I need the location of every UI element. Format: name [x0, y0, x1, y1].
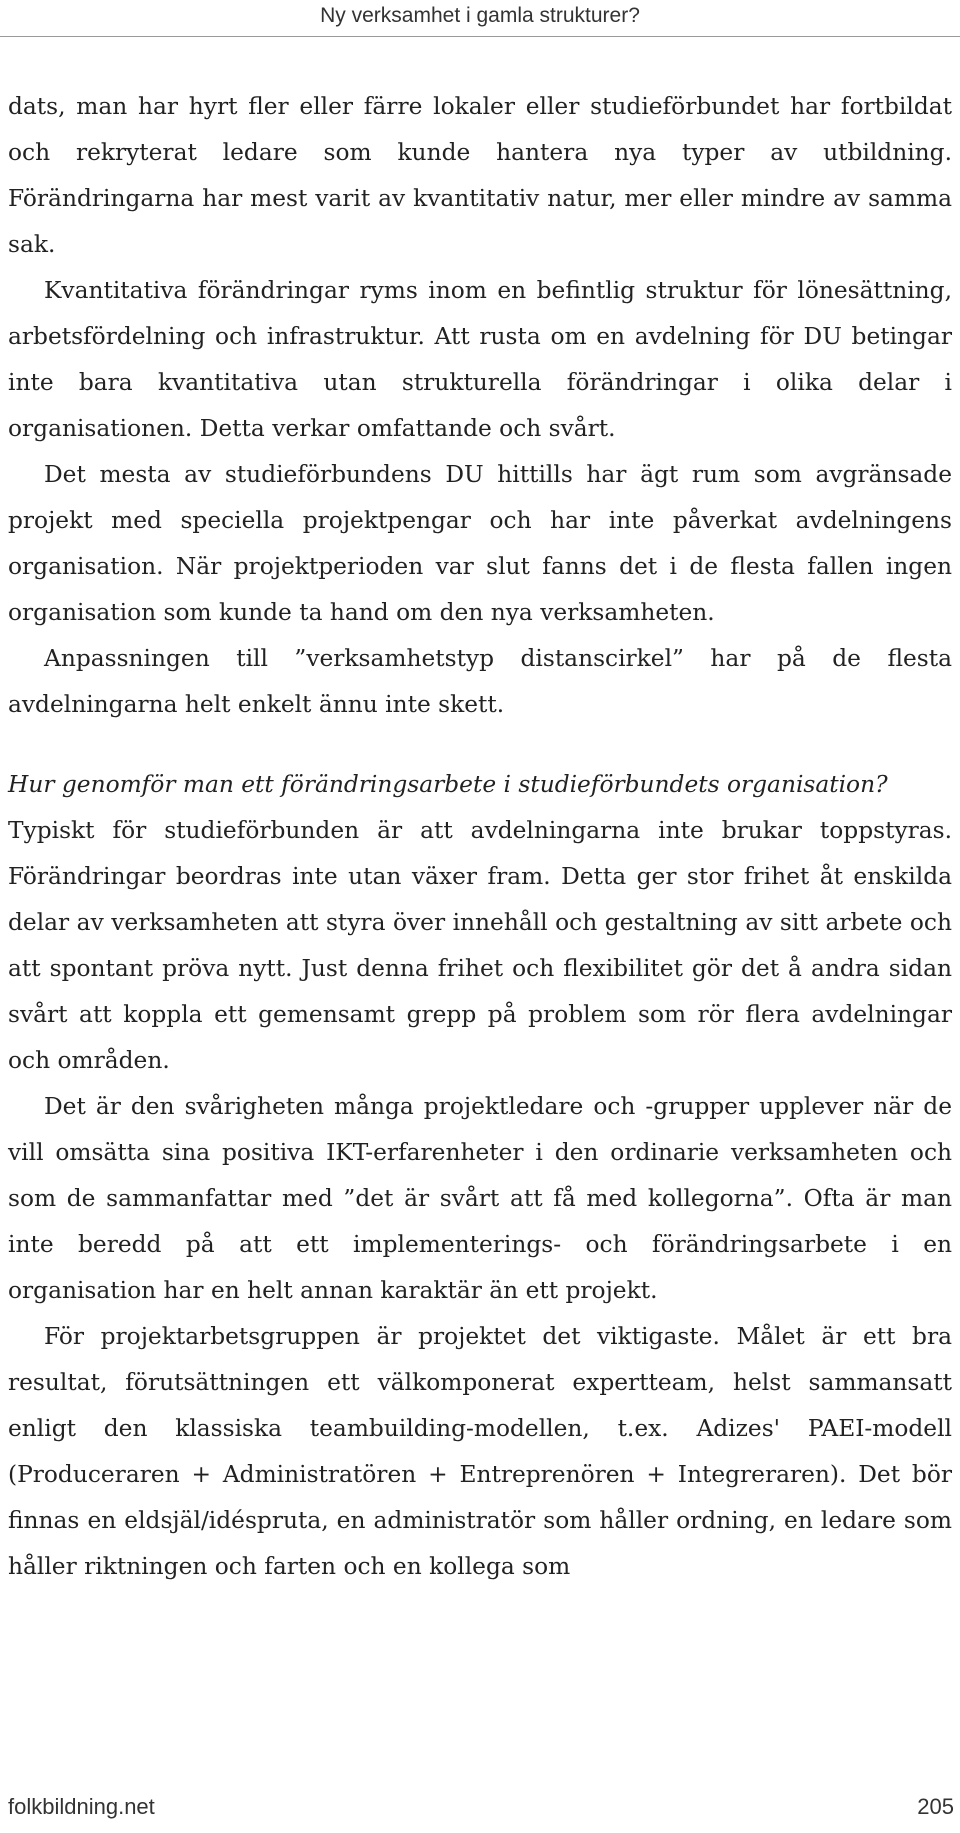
- paragraph-difficulty: Det är den svårigheten många projektledare och -grupper upplever när de vill omsätta sina positiva IKT-erfarenheter i den ordinarie verksamheten och som de sammanfattar med ”det är svårt att få med kollegorna”. Ofta är man inte beredd på att ett implementerings- och förändringsarbete i en organisation har en helt annan karaktär än ett projekt.: [8, 1093, 952, 1304]
- paragraph-continuation: dats, man har hyrt fler eller färre lokaler eller studieförbundet har fortbildat och rekryterat ledare som kunde hantera nya typer av utbildning. Förändringarna har mest varit av kvantitativ natur, mer eller mindre av samma sak.: [8, 93, 952, 258]
- paragraph-typical: Typiskt för studieförbunden är att avdelningarna inte brukar toppstyras. Förändringar beordras inte utan växer fram. Detta ger stor frihet åt enskilda delar av verksamheten att styra över innehåll och gestaltning av sitt arbete och att spontant pröva nytt. Just denna frihet och flexibilitet gör det å andra sidan svårt att koppla ett gemensamt grepp på problem som rör flera avdelningar och områden.: [8, 817, 952, 1074]
- footer-site: folkbildning.net: [8, 1794, 155, 1819]
- page-number: 205: [917, 1794, 954, 1819]
- running-header: [0, 0, 960, 37]
- article-body: [8, 84, 952, 1590]
- section-heading: Hur genomför man ett förändringsarbete i studieförbundets organisation?: [8, 771, 888, 798]
- paragraph-adaptation: Anpassningen till ”verksamhetstyp distanscirkel” har på de flesta avdelningarna helt enkelt ännu inte skett.: [8, 645, 952, 718]
- paragraph-project-group: För projektarbetsgruppen är projektet det viktigaste. Målet är ett bra resultat, förutsättningen ett välkomponerat expertteam, helst sammansatt enligt den klassiska teambuilding-modellen, t.ex. Adizes' PAEI-modell (Produceraren + Administratören + Entreprenören + Integreraren). Det bör finnas en eldsjäl/idéspruta, en administratör som håller ordning, en ledare som håller riktningen och farten och en kollega som: [8, 1323, 952, 1580]
- paragraph-projects: Det mesta av studieförbundens DU hittills har ägt rum som avgränsade projekt med speciella projektpengar och har inte påverkat avdelningens organisation. När projektperioden var slut fanns det i de flesta fallen ingen organisation som kunde ta hand om den nya verksamheten.: [8, 461, 952, 626]
- paragraph-quantitative-changes: Kvantitativa förändringar ryms inom en befintlig struktur för lönesättning, arbetsfördelning och infrastruktur. Att rusta om en avdelning för DU betingar inte bara kvantitativa utan strukturella förändringar i olika delar i organisationen. Detta verkar omfattande och svårt.: [8, 277, 952, 442]
- running-title: Ny verksamhet i gamla strukturer?: [320, 4, 640, 27]
